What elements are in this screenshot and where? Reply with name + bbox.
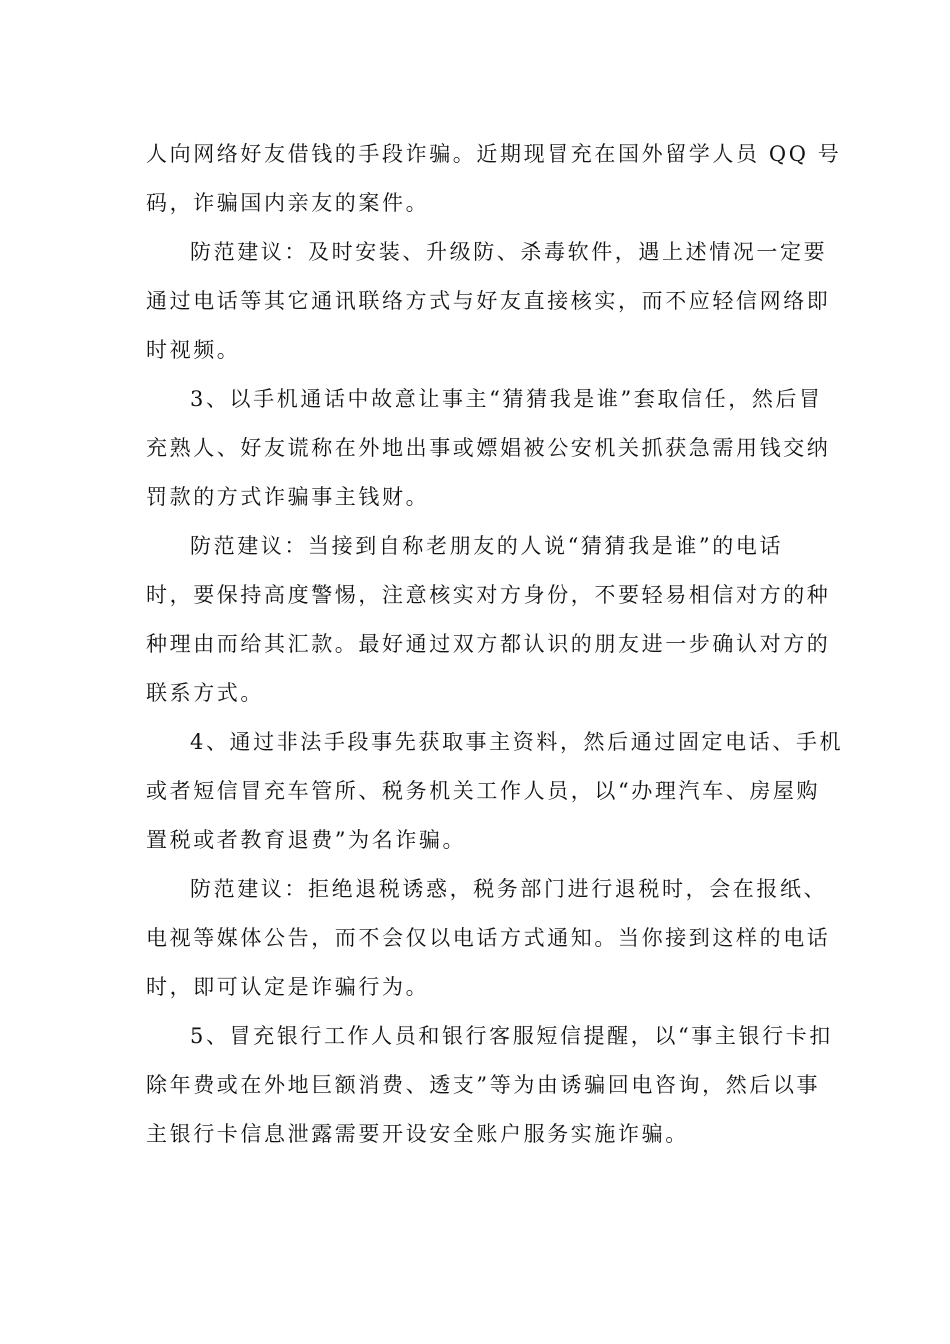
document-body xyxy=(146,130,844,1159)
text-line-9: 防范建议：当接到自称老朋友的人说“猜猜我是谁”的电话 xyxy=(190,534,784,558)
text-line-17: 电视等媒体公告，而不会仅以电话方式通知。当你接到这样的电话 xyxy=(146,926,831,950)
text-line-4: 通过电话等其它通讯联络方式与好友直接核实，而不应轻信网络即 xyxy=(146,289,831,313)
text-line-15: 置税或者教育退费”为名诈骗。 xyxy=(146,828,467,852)
text-line-6: 3、以手机通话中故意让事主“猜猜我是谁”套取信任，然后冒 xyxy=(190,387,823,411)
text-line-12: 联系方式。 xyxy=(146,681,264,705)
text-line-2: 码，诈骗国内亲友的案件。 xyxy=(146,191,430,215)
text-line-20: 除年费或在外地巨额消费、透支”等为由诱骗回电咨询，然后以事 xyxy=(146,1073,821,1097)
text-line-8: 罚款的方式诈骗事主钱财。 xyxy=(146,485,430,509)
text-line-5: 时视频。 xyxy=(146,338,241,362)
text-line-3: 防范建议：及时安装、升级防、杀毒软件，遇上述情况一定要 xyxy=(190,240,828,264)
text-line-11: 种理由而给其汇款。最好通过双方都认识的朋友进一步确认对方的 xyxy=(146,632,831,656)
text-line-7: 充熟人、好友谎称在外地出事或嫖娼被公安机关抓获急需用钱交纳 xyxy=(146,436,831,460)
text-line-19: 5、冒充银行工作人员和银行客服短信提醒，以“事主银行卡扣 xyxy=(190,1024,833,1048)
text-line-21: 主银行卡信息泄露需要开设安全账户服务实施诈骗。 xyxy=(146,1122,689,1146)
text-line-16: 防范建议：拒绝退税诱惑，税务部门进行退税时，会在报纸、 xyxy=(190,877,828,901)
text-line-13: 4、通过非法手段事先获取事主资料，然后通过固定电话、手机 xyxy=(190,730,844,754)
text-line-18: 时，即可认定是诈骗行为。 xyxy=(146,975,430,999)
text-line-14: 或者短信冒充车管所、税务机关工作人员，以“办理汽车、房屋购 xyxy=(146,779,821,803)
text-line-1: 人向网络好友借钱的手段诈骗。近期现冒充在国外留学人员 QQ 号 xyxy=(146,142,842,166)
text-line-10: 时，要保持高度警惕，注意核实对方身份，不要轻易相信对方的种 xyxy=(146,583,831,607)
